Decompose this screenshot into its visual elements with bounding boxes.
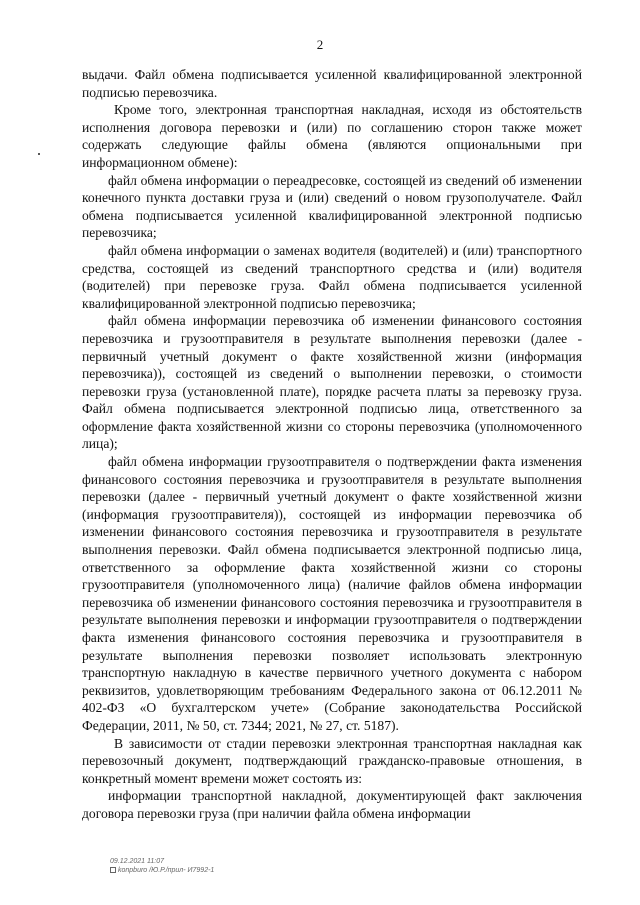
footer-timestamp: 09.12.2021 11:07 (110, 858, 164, 865)
file-icon (110, 867, 116, 873)
paragraph-readdressing: файл обмена информации о переадресовке, состоящей из сведений об изменении конечного пункта доставки груза и (или) сведений о новом грузополучателе. Файл обмена подписывается усиленной квалифицированной электронной подписью перевозчика; (82, 172, 582, 241)
paragraph-driver-change: файл обмена информации о заменах водителя (водителей) и (или) транспортного средства, состоящей из сведений транспортного средства и (или) водителя (водителей) при перевозке груза. Файл обмена подписывается усиленной квалифицированной электронной подписью перевозчика; (82, 242, 582, 311)
paragraph-stages: В зависимости от стадии перевозки электронная транспортная накладная как перевозочный документ, подтверждающий гражданско-правовые отношения, в конкретный момент времени может состоять из: (82, 735, 582, 786)
paragraph-continuation: выдачи. Файл обмена подписывается усиленной квалифицированной электронной подписью перевозчика. (82, 67, 582, 100)
document-body (82, 66, 582, 823)
footer-file-ref: konpburo /Ю.Р./прил- И7992-1 (118, 867, 215, 874)
page-number: 2 (316, 37, 324, 52)
paragraph-intro: Кроме того, электронная транспортная накладная, исходя из обстоятельств исполнения договора перевозки и (или) по соглашению сторон также может содержать следующие файлы обмена (являются опциональными при информационном обмене): (82, 102, 582, 170)
footer-file-line (110, 866, 214, 875)
paragraph-waybill-info: информации транспортной накладной, документирующей факт заключения договора перевозки груза (при наличии файла обмена информации (82, 788, 582, 821)
paragraph-shipper-info: файл обмена информации грузоотправителя о подтверждении факта изменения финансового состояния перевозчика и грузоотправителя в результате выполнения перевозки (далее - первичный учетный документ о факте хозяйственной жизни (информация грузоотправителя)), состоящей из информации перевозчика об изменении финансового состояния перевозчика и грузоотправителя в результате выполнения перевозки. Файл обмена подписывается электронной подписью лица, ответственного за оформление факта хозяйственной жизни со стороны грузоотправителя (уполномоченного лица) (наличие файлов обмена информации перевозчика об изменении финансового состояния перевозчика и грузоотправителя в результате выполнения перевозки и информации грузоотправителя о подтверждении факта изменения финансового состояния перевозчика и грузоотправителя в результате выполнения перевозки позволяет использовать электронную транспортную накладную в качестве первичного учетного документа с набором реквизитов, удовлетворяющим требованиям Федерального закона от 06.12.2011 № 402-ФЗ «О бухгалтерском учете» (Собрание законодательства Российской Федерации, 2011, № 50, ст. 7344; 2021, № 27, ст. 5187). (82, 454, 582, 733)
paragraph-carrier-info: файл обмена информации перевозчика об изменении финансового состояния перевозчика и грузоотправителя в результате выполнения перевозки (далее - первичный учетный документ о факте хозяйственной жизни (информация перевозчика)), состоящей из сведений о выполнении перевозки, о стоимости перевозки груза (установленной плате), порядке расчета платы за перевозку груза. Файл обмена подписывается электронной подписью лица, ответственного за оформление факта хозяйственной жизни со стороны перевозчика (уполномоченного лица); (82, 313, 582, 452)
document-footer (110, 857, 214, 875)
scan-speck (38, 153, 40, 155)
